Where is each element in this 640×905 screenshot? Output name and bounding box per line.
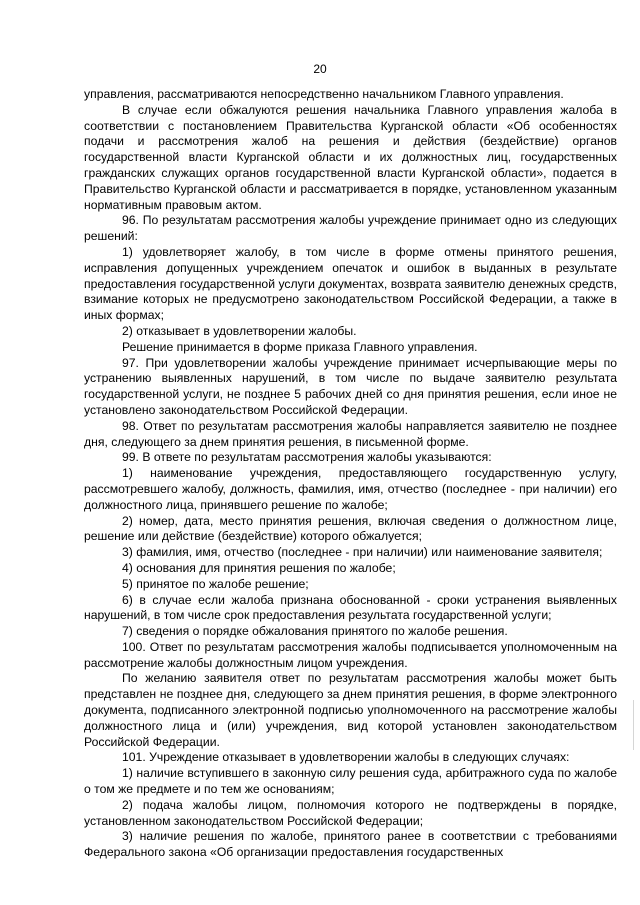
paragraph-98: 98. Ответ по результатам рассмотрения жалобы направляется заявителю не позднее дня, следующего за днем принятия решения, в письменной форме.: [84, 418, 617, 449]
paragraph-97: 97. При удовлетворении жалобы учреждение принимает исчерпывающие меры по устранению выявленных нарушений, в том числе по выдаче заявителю результата государственной услуги, не позднее 5 рабочих дней со дня принятия решения, если иное не установлено законодательством Российской Федерации.: [84, 355, 617, 417]
paragraph-continuation: управления, рассматриваются непосредственно начальником Главного управления.: [84, 87, 564, 101]
paragraph-101-item-1: 1) наличие вступившего в законную силу решения суда, арбитражного суда по жалобе о том же предмете и по тем же основаниям;: [84, 766, 617, 797]
paragraph-99: 99. В ответе по результатам рассмотрения жалобы указываются:: [122, 450, 492, 465]
paragraph-99-item-3: 3) фамилия, имя, отчество (последнее - при наличии) или наименование заявителя;: [122, 545, 603, 560]
paragraph-101-item-2: 2) подача жалобы лицом, полномочия которого не подтверждены в порядке, установленном законодательством Российской Федерации;: [84, 797, 617, 828]
paragraph-101: 101. Учреждение отказывает в удовлетворении жалобы в следующих случаях:: [122, 750, 570, 765]
paragraph-99-item-4: 4) основания для принятия решения по жалобе;: [122, 560, 396, 575]
document-body: [84, 87, 617, 861]
paragraph-electronic-reply: По желанию заявителя ответ по результатам рассмотрения жалобы может быть представлен не позднее дня, следующего за днем принятия решения, в форме электронного документа, подписанного электронной подписью уполномоченного на рассмотрение жалобы должностного лица и (или) учреждения, вид которой установлен законодательством Российской Федерации.: [84, 671, 617, 749]
paragraph-99-item-6: 6) в случае если жалоба признана обоснованной - сроки устранения выявленных нарушений, в том числе срок предоставления результата государственной услуги;: [84, 592, 617, 623]
paragraph-appeal-head: В случае если обжалуются решения начальника Главного управления жалоба в соответствии с постановлением Правительства Курганской области «Об особенностях подачи и рассмотрения жалоб на решения и действия (бездействие) органов государственной власти Курганской области и их должностных лиц, государственных гражданских служащих органов государственной власти Курганской области», подается в Правительство Курганской области и рассматривается в порядке, установленном указанным нормативным правовым актом.: [84, 102, 617, 212]
paragraph-decision-form: Решение принимается в форме приказа Главного управления.: [122, 339, 478, 354]
paragraph-96: 96. По результатам рассмотрения жалобы учреждение принимает одно из следующих решений:: [84, 213, 617, 244]
paragraph-99-item-1: 1) наименование учреждения, предоставляющего государственную услугу, рассмотревшего жалобу, должность, фамилия, имя, отчество (последнее - при наличии) его должностного лица, принявшего решение по жалобе;: [84, 466, 617, 512]
paragraph-101-item-3: 3) наличие решения по жалобе, принятого ранее в соответствии с требованиями Федерального закона «Об организации предоставления государственных: [84, 829, 617, 860]
scan-edge-mark: [633, 700, 634, 750]
paragraph-96-item-2: 2) отказывает в удовлетворении жалобы.: [122, 323, 357, 338]
paragraph-99-item-5: 5) принятое по жалобе решение;: [122, 576, 309, 591]
paragraph-99-item-2: 2) номер, дата, место принятия решения, включая сведения о должностном лице, решение или действие (бездействие) которого обжалуется;: [84, 513, 617, 544]
paragraph-96-item-1: 1) удовлетворяет жалобу, в том числе в форме отмены принятого решения, исправления допущенных учреждением опечаток и ошибок в выданных в результате предоставления государственной услуги документах, возврата заявителю денежных средств, взимание которых не предусмотрено законодательством Российской Федерации, а также в иных формах;: [84, 244, 617, 323]
paragraph-100: 100. Ответ по результатам рассмотрения жалобы подписывается уполномоченным на рассмотрение жалобы должностным лицом учреждения.: [84, 639, 617, 670]
page-number: 20: [313, 62, 327, 76]
paragraph-99-item-7: 7) сведения о порядке обжалования принятого по жалобе решения.: [122, 624, 508, 639]
